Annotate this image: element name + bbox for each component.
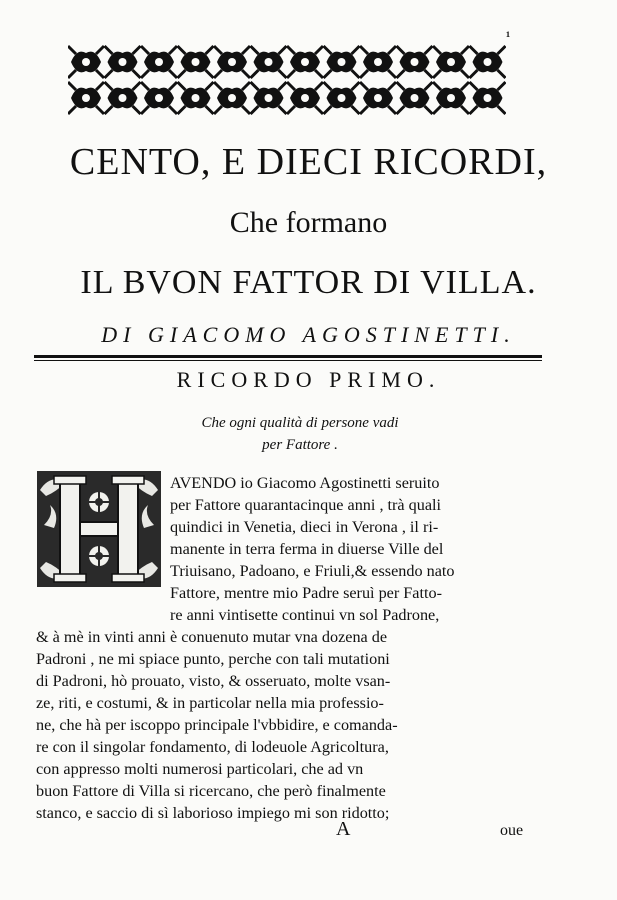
catchword: oue [500,822,524,839]
body-line: di Padroni, hò prouato, visto, & osseruato, molte vsan- [36,672,391,690]
chapter-subtitle [90,412,510,456]
body-line: & à mè in vinti anni è conuenuto mutar vna dozena de [36,628,388,646]
body-line: Padroni , ne mi spiace punto, perche con tali mutationi [36,650,390,668]
divider-rule-thin [34,360,542,361]
body-line: stanco, e saccio di sì laborioso impiego mi son ridotto; [36,804,390,822]
body-line: Fattore, mentre mio Padre seruì per Fatto- [170,584,442,602]
title-line-3: IL BVON FATTOR DI VILLA. [80,264,537,301]
body-line: quindici in Venetia, dieci in Verona , il ri- [170,518,439,536]
body-line: AVENDO io Giacomo Agostinetti seruito [170,474,440,492]
subtitle-line-1: Che ogni qualità di persone vadi [201,415,399,431]
body-line: ze, riti, e costumi, & in particolar nella mia professio- [36,694,384,712]
body-line: re anni vintisette continui vn sol Padrone, [170,606,440,624]
body-line: Triuisano, Padoano, e Friuli,& essendo nato [170,562,455,580]
author-line: DI GIACOMO AGOSTINETTI. [101,322,516,347]
chapter-heading: RICORDO PRIMO. [176,367,441,392]
printers-ornament-band [68,44,506,116]
corner-mark: ¹ [506,30,511,45]
signature-mark: A [336,818,351,840]
title-line-2: Che formano [229,206,388,239]
ornament-row-bottom [68,82,506,114]
divider-rule-thick [34,355,542,358]
body-line: ne, che hà per iscoppo principale l'vbbidire, e comanda- [36,716,398,734]
body-line: per Fattore quarantacinque anni , trà quali [170,496,442,514]
subtitle-line-2: per Fattore . [262,437,338,453]
decorated-initial-h-icon [36,470,162,588]
body-line: re con il singolar fondamento, di lodeuole Agricoltura, [36,738,389,756]
body-line: buon Fattore di Villa si ricercano, che però finalmente [36,782,386,800]
body-line: manente in terra ferma in diuerse Ville del [170,540,444,558]
title-line-1: CENTO, E DIECI RICORDI, [69,141,548,183]
ornament-row-top [68,46,506,78]
body-line: con appresso molti numerosi particolari, che ad vn [36,760,364,778]
